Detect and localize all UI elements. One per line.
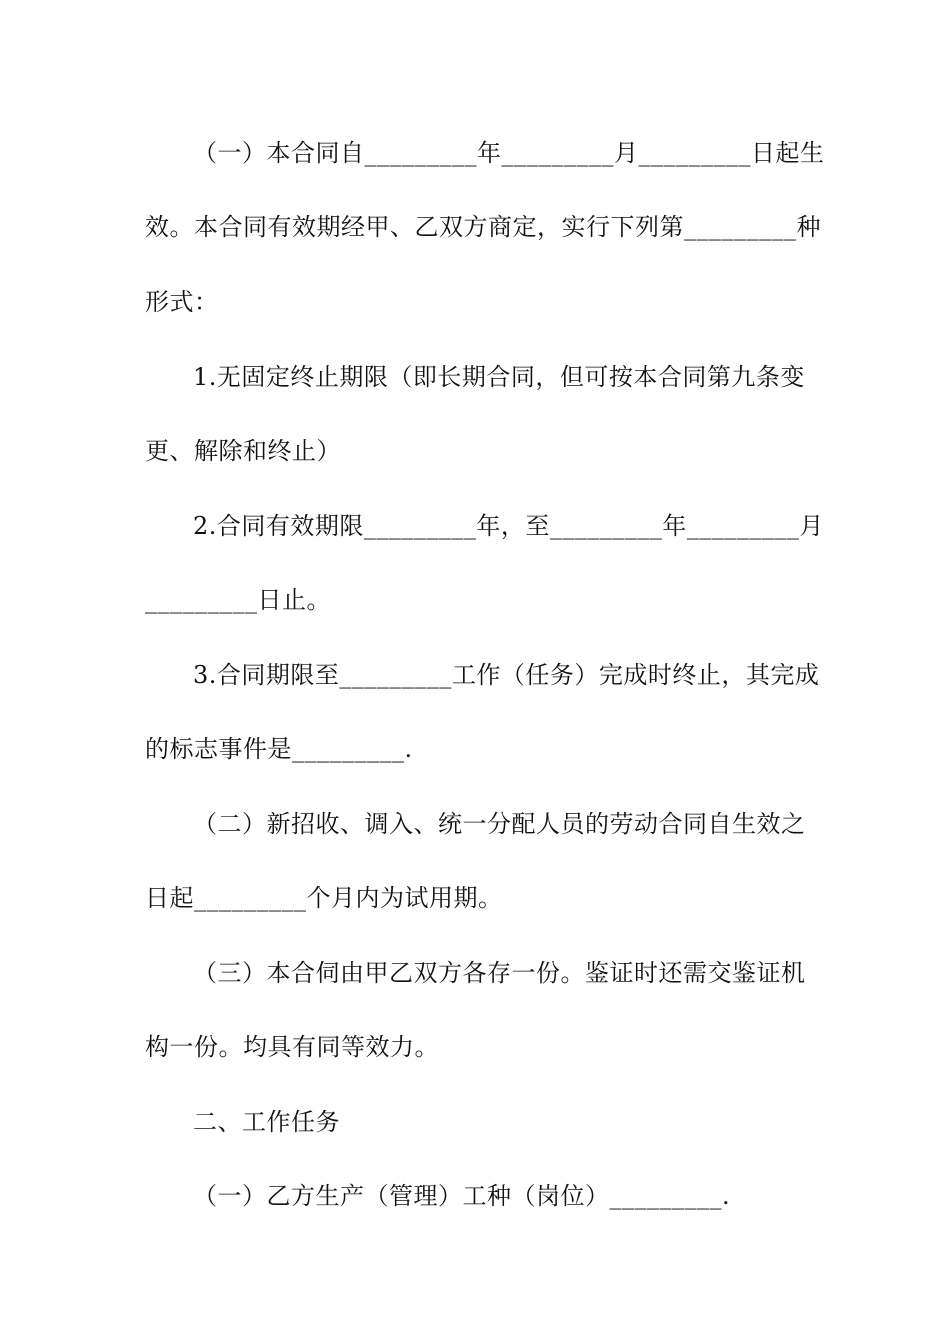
clause-1-line-3: 形式： bbox=[145, 288, 219, 316]
clause-1-line-2: 效。本合同有效期经甲、乙双方商定，实行下列第_________种 bbox=[145, 213, 821, 241]
work-task-clause-1: （一）乙方生产（管理）工种（岗位）_________. bbox=[193, 1182, 731, 1210]
option-2-line-1: 2.合同有效期限_________年，至_________年_________月 bbox=[193, 512, 824, 540]
clause-2-line-2: 日起_________个月内为试用期。 bbox=[145, 884, 503, 912]
option-1-line-1: 1.无固定终止期限（即长期合同，但可按本合同第九条变 bbox=[193, 363, 805, 391]
clause-3-line-2: 构一份。均具有同等效力。 bbox=[145, 1033, 439, 1061]
option-1-line-2: 更、解除和终止） bbox=[145, 437, 341, 465]
clause-2-line-1: （二）新招收、调入、统一分配人员的劳动合同自生效之 bbox=[193, 810, 806, 838]
option-2-line-2: _________日止。 bbox=[145, 586, 331, 614]
option-3-line-1: 3.合同期限至_________工作（任务）完成时终止，其完成 bbox=[193, 661, 820, 689]
clause-1-line-1: （一）本合同自_________年_________月_________日起生 bbox=[193, 139, 825, 167]
section-heading-work-tasks: 二、工作任务 bbox=[193, 1108, 340, 1136]
option-3-line-2: 的标志事件是_________. bbox=[145, 735, 413, 763]
clause-3-line-1: （三）本合伺由甲乙双方各存一份。鉴证时还需交鉴证机 bbox=[193, 959, 806, 987]
